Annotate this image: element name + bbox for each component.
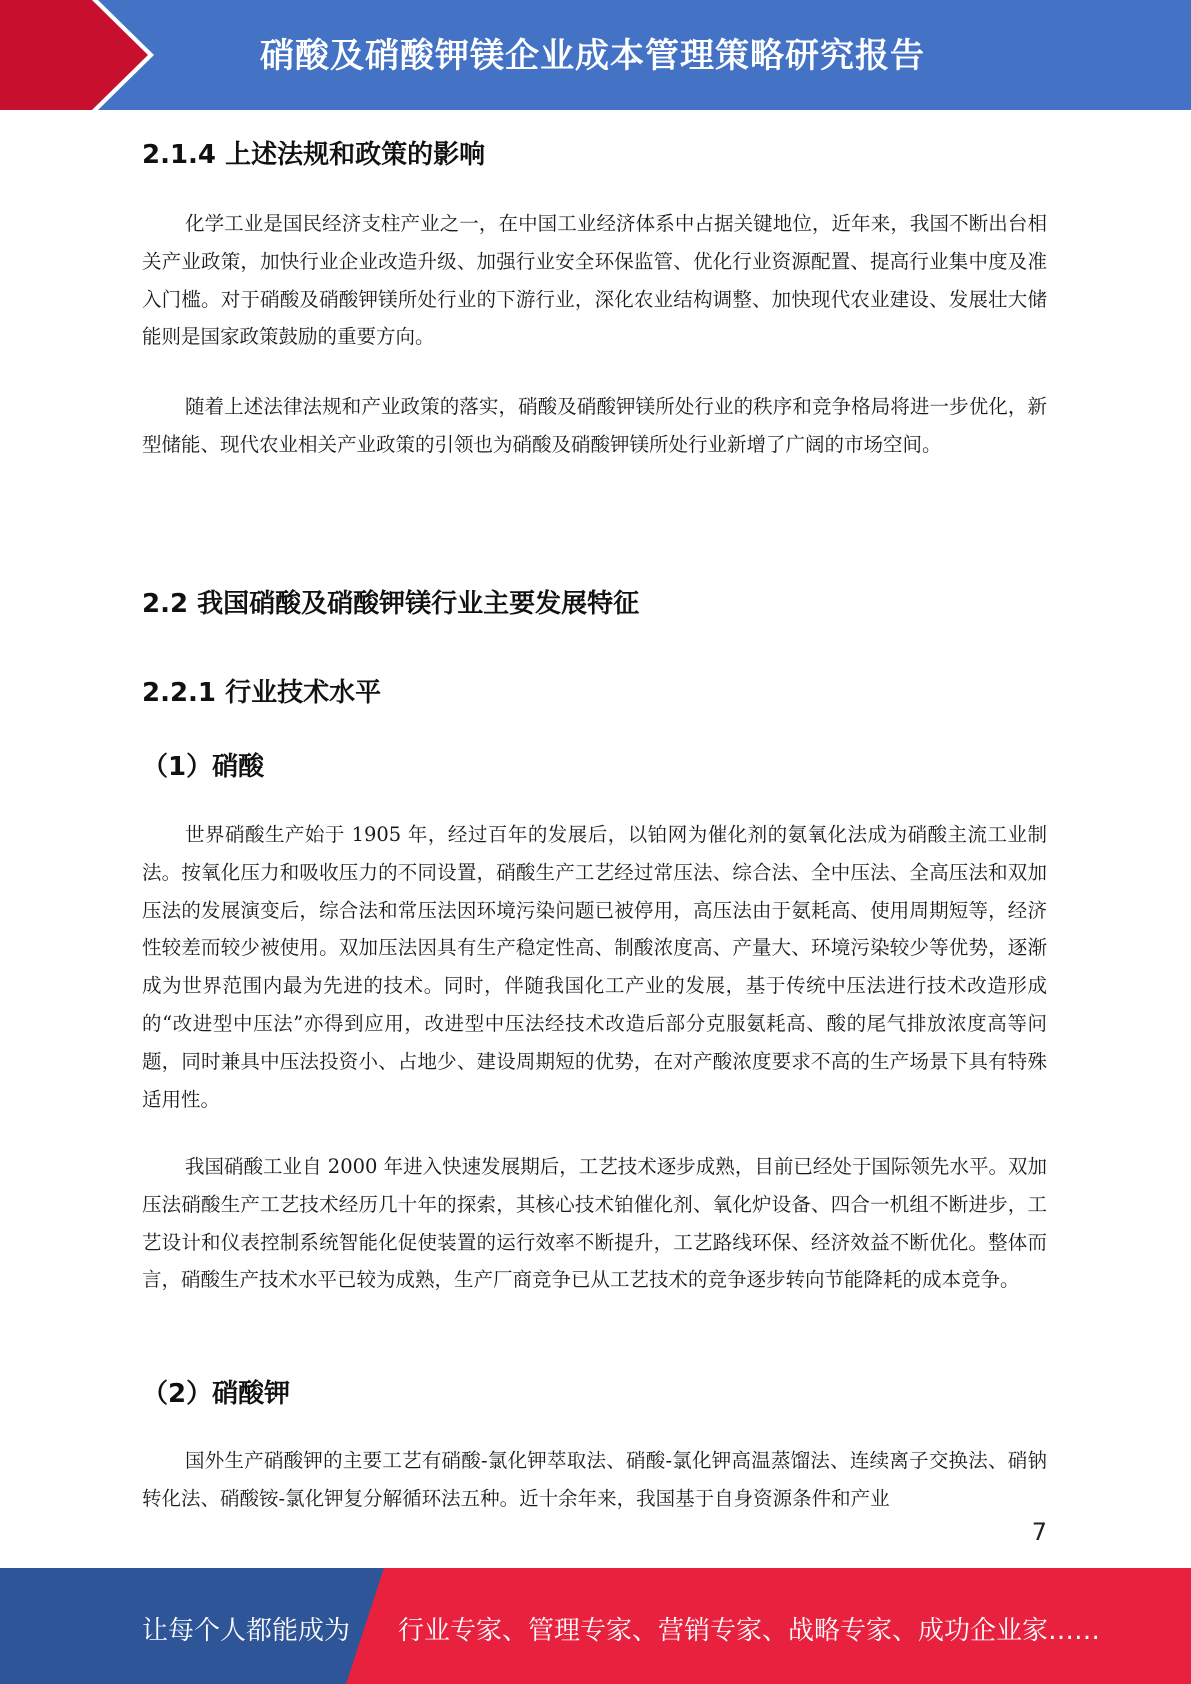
page-header — [0, 0, 1191, 110]
page-footer — [0, 1568, 1191, 1684]
section-heading-2-2: 2.2 我国硝酸及硝酸钾镁行业主要发展特征 — [142, 589, 640, 619]
header-red-chevron — [0, 0, 148, 110]
paragraph: 化学工业是国民经济支柱产业之一，在中国工业经济体系中占据关键地位，近年来，我国不断出台相关产业政策，加快行业企业改造升级、加强行业安全环保监管、优化行业资源配置、提高行业集中度及准入门槛。对于硝酸及硝酸钾镁所处行业的下游行业，深化农业结构调整、加快现代农业建设、发展壮大储能则是国家政策鼓励的重要方向。 — [142, 212, 1047, 349]
paragraph: 我国硝酸工业自 2000 年进入快速发展期后，工艺技术逐步成熟，目前已经处于国际领先水平。双加压法硝酸生产工艺技术经历几十年的探索，其核心技术铂催化剂、氧化炉设备、四合一机组不断进步，工艺设计和仪表控制系统智能化促使装置的运行效率不断提升，工艺路线环保、经济效益不断优化。整体而言，硝酸生产技术水平已较为成熟，生产厂商竞争已从工艺技术的竞争逐步转向节能降耗的成本竞争。 — [142, 1155, 1047, 1292]
page-number: 7 — [1031, 1518, 1047, 1546]
report-title: 硝酸及硝酸钾镁企业成本管理策略研究报告 — [260, 36, 925, 76]
footer-slogan-right: 行业专家、管理专家、营销专家、战略专家、成功企业家…… — [398, 1616, 1101, 1646]
paragraph: 随着上述法律法规和产业政策的落实，硝酸及硝酸钾镁所处行业的秩序和竞争格局将进一步优化，新型储能、现代农业相关产业政策的引领也为硝酸及硝酸钾镁所处行业新增了广阔的市场空间。 — [142, 395, 1047, 456]
paragraph: 国外生产硝酸钾的主要工艺有硝酸-氯化钾萃取法、硝酸-氯化钾高温蒸馏法、连续离子交换法、硝钠转化法、硝酸铵-氯化钾复分解循环法五种。近十余年来，我国基于自身资源条件和产业 — [142, 1449, 1047, 1510]
section-heading-2-1-4: 2.1.4 上述法规和政策的影响 — [142, 140, 486, 170]
footer-slogan-left: 让每个人都能成为 — [142, 1616, 351, 1646]
section-heading-2-2-1: 2.2.1 行业技术水平 — [142, 678, 382, 708]
paragraph: 世界硝酸生产始于 1905 年，经过百年的发展后，以铂网为催化剂的氨氧化法成为硝酸主流工业制法。按氧化压力和吸收压力的不同设置，硝酸生产工艺经过常压法、综合法、全中压法、全高压法和双加压法的发展演变后，综合法和常压法因环境污染问题已被停用，高压法由于氨耗高、使用周期短等，经济性较差而较少被使用。双加压法因具有生产稳定性高、制酸浓度高、产量大、环境污染较少等优势，逐渐成为世界范围内最为先进的技术。同时，伴随我国化工产业的发展，基于传统中压法进行技术改造形成的“改进型中压法”亦得到应用，改进型中压法经技术改造后部分克服氨耗高、酸的尾气排放浓度高等问题，同时兼具中压法投资小、占地少、建设周期短的优势，在对产酸浓度要求不高的生产场景下具有特殊适用性。 — [142, 823, 1047, 1111]
subsection-heading-nitric-acid: （1）硝酸 — [142, 752, 265, 782]
subsection-heading-potassium-nitrate: （2）硝酸钾 — [142, 1379, 291, 1409]
